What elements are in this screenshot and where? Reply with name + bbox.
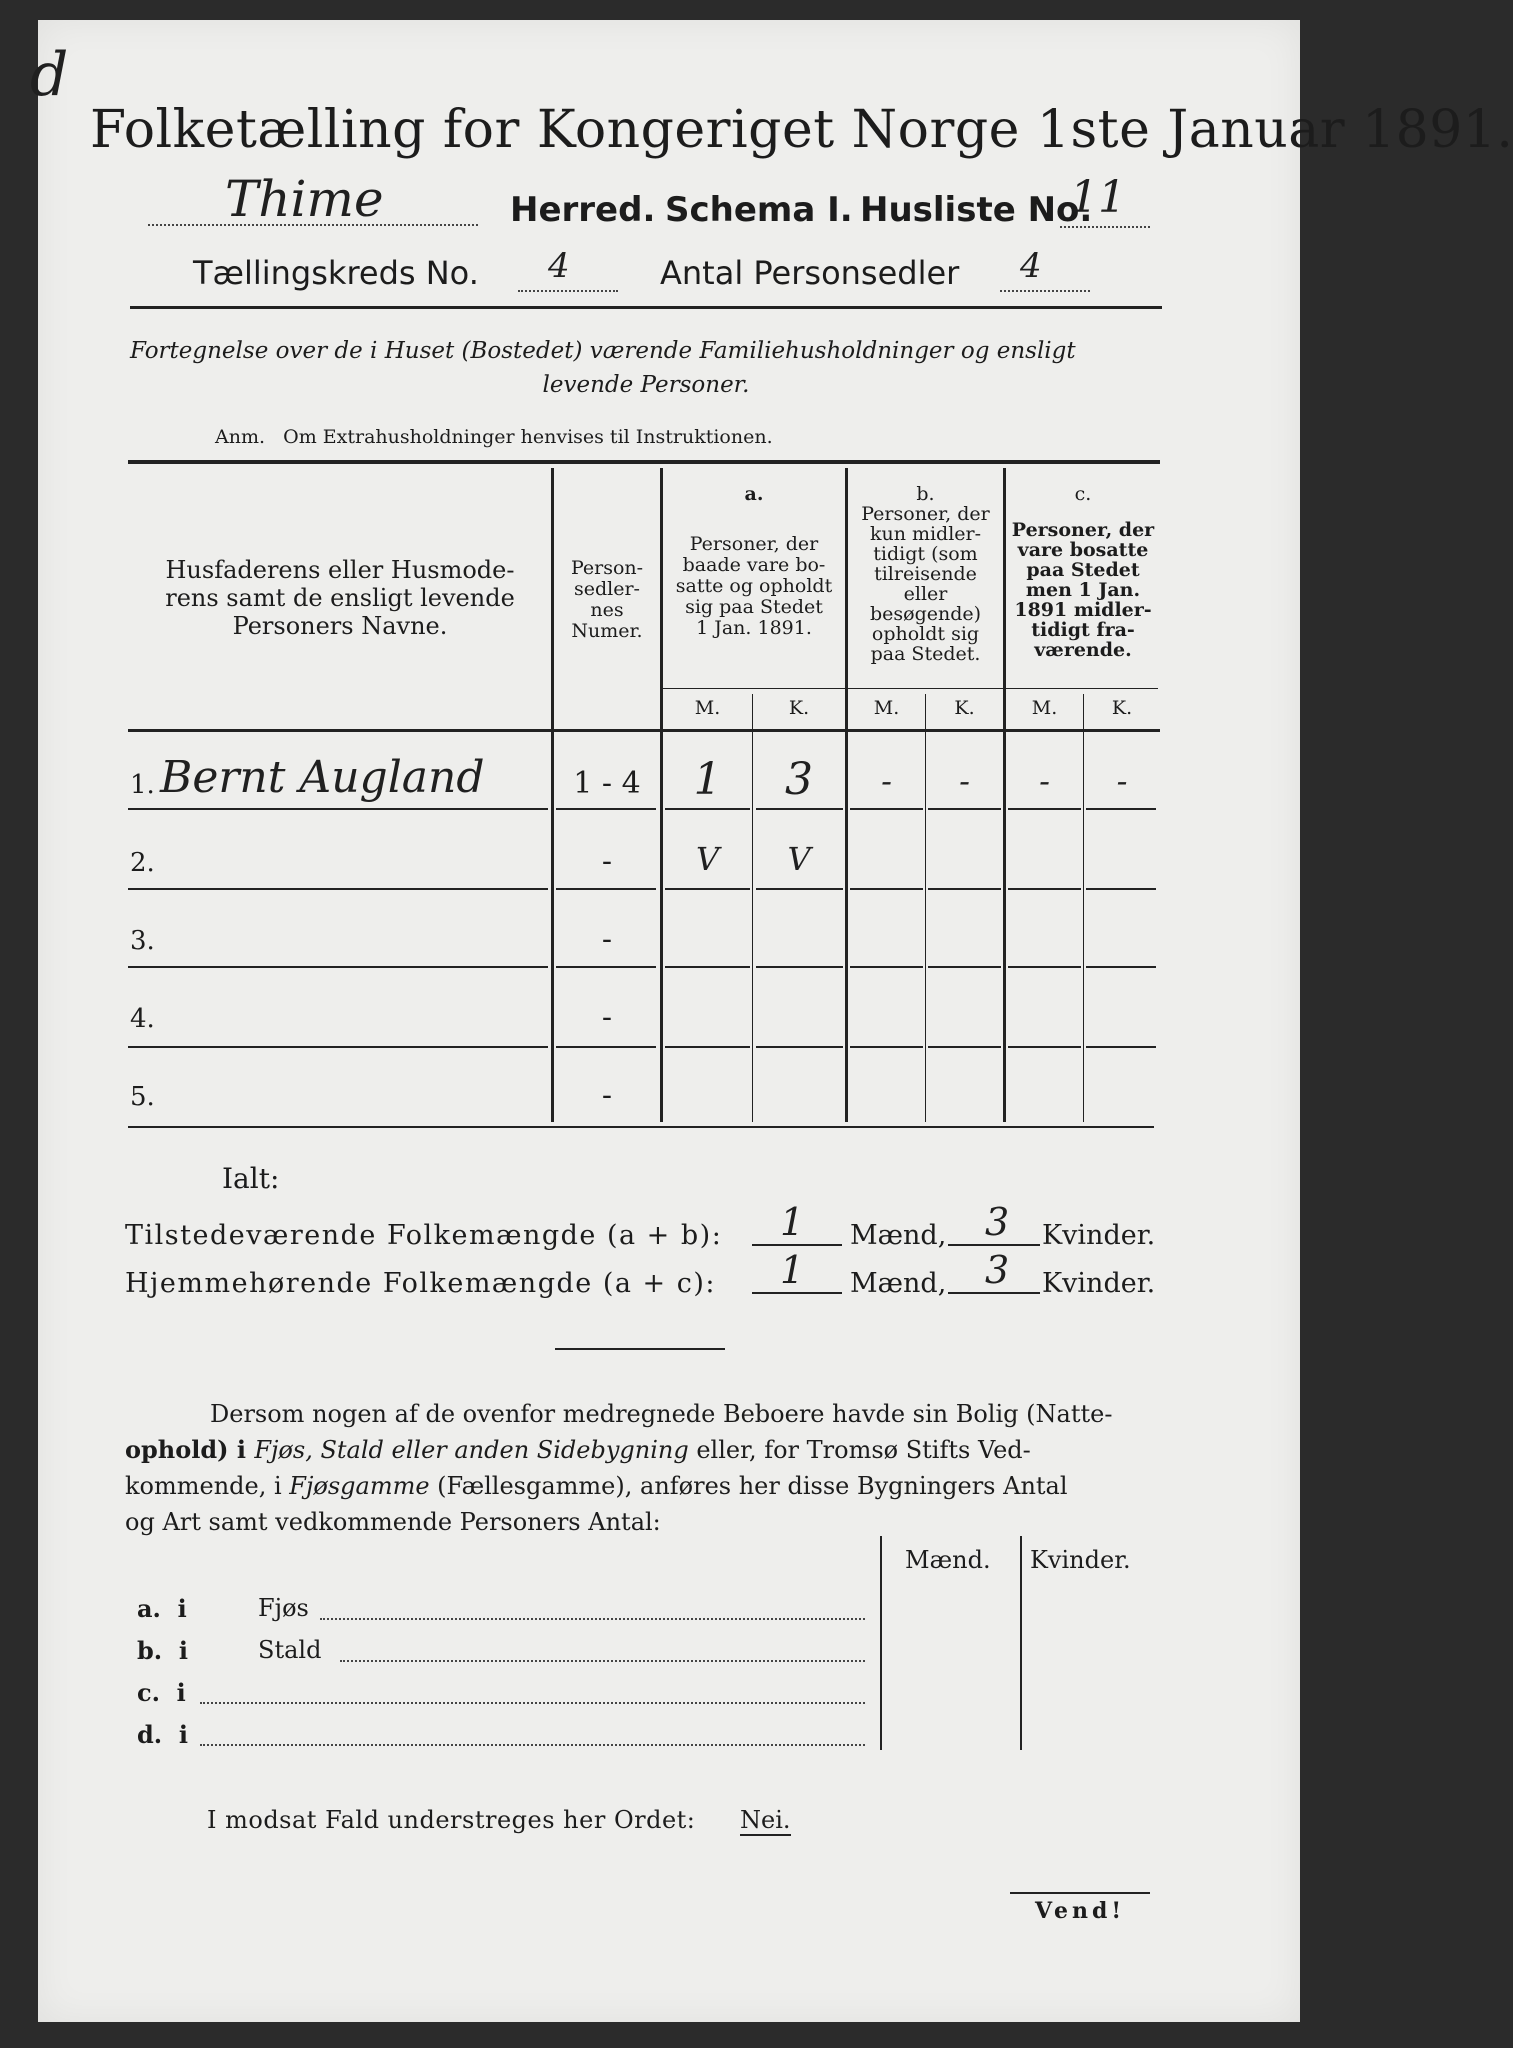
tilst-maend-line: [752, 1244, 842, 1246]
row-number: 4.: [130, 1004, 155, 1034]
buildings-divider-2: [1020, 1536, 1022, 1750]
row-person-number: -: [601, 922, 613, 957]
buildings-divider-1: [880, 1536, 882, 1750]
col-c-line3: paa Stedet: [1026, 559, 1140, 581]
husliste-dotted-line: [1060, 216, 1150, 228]
col-c-line2: vare bosatte: [1017, 539, 1149, 561]
row-separator: [1086, 808, 1156, 810]
row-person-number: -: [601, 1000, 613, 1035]
nei-word: Nei.: [740, 1806, 791, 1834]
intro-line-1: Fortegnelse over de i Huset (Bostedet) værende Familiehusholdninger og ensligt: [130, 338, 1076, 364]
b-m-header: M.: [873, 697, 900, 719]
row-separator: [756, 808, 843, 810]
col-b-line8: paa Stedet.: [870, 643, 981, 665]
buildings-kvinder-header: Kvinder.: [1030, 1546, 1131, 1574]
table-bottom-rule: [128, 1126, 1154, 1128]
row-separator: [1008, 1046, 1081, 1048]
header-rule: [130, 306, 1162, 309]
herred-value: Thime: [225, 170, 384, 228]
col-name-header-line2-text: rens samt de ensligt levende: [165, 584, 515, 612]
row-number: 3.: [130, 926, 155, 956]
col-name-header: [130, 556, 550, 640]
row-b-dots: [340, 1658, 865, 1662]
para-line-4: og Art samt vedkommende Personers Antal:: [125, 1508, 661, 1536]
row-a-name: Fjøs: [258, 1594, 309, 1622]
intro-line-2: levende Personer.: [542, 372, 750, 398]
tilst-kvinder-line: [948, 1244, 1040, 1246]
col-a-line5: 1 Jan. 1891.: [696, 617, 812, 639]
col-c-line5: 1891 midler-: [1014, 599, 1152, 621]
para-line-2b: Fjøs, Stald eller anden Sidebygning: [254, 1436, 689, 1464]
row-b-name: Stald: [258, 1636, 322, 1664]
hjem-label: Hjemmehørende Folkemængde (a + c):: [125, 1268, 716, 1299]
row-separator: [1008, 888, 1081, 890]
col-b-line1: Personer, der: [861, 503, 990, 525]
col-divider-b-mk: [925, 694, 926, 1122]
tilst-kvinder-label: Kvinder.: [1042, 1220, 1156, 1251]
row-number: 2.: [130, 848, 155, 878]
ialt-label: Ialt:: [222, 1162, 280, 1195]
a-k-header: K.: [788, 697, 810, 719]
col-b-letter: b.: [916, 483, 935, 505]
cell-cm: -: [1039, 762, 1050, 800]
vend-rule: [1010, 1892, 1150, 1894]
col-b-line2: kun midler-: [869, 523, 982, 545]
tilst-maend-value: 1: [780, 1200, 805, 1244]
c-m-header: M.: [1031, 697, 1058, 719]
para-line-1: Dersom nogen af de ovenfor medregnede Beboere havde sin Bolig (Natte-: [210, 1400, 1113, 1428]
para-line-3b: Fjøsgamme: [289, 1472, 430, 1500]
row-a-dots: [320, 1616, 865, 1620]
row-separator: [665, 1046, 750, 1048]
b-k-header: K.: [954, 697, 975, 719]
row-separator: [1008, 966, 1081, 968]
para-line-3: [125, 1468, 1155, 1504]
col-divider-c-mk: [1083, 694, 1084, 1122]
hjem-kvinder-line: [948, 1292, 1040, 1294]
col-b-line3: tidigt (som: [873, 543, 978, 565]
building-paragraph: [125, 1396, 1155, 1540]
row-separator: [1008, 808, 1081, 810]
col-a-line3: satte og opholdt: [675, 575, 833, 597]
hjem-kvinder-label: Kvinder.: [1042, 1268, 1156, 1299]
row-separator: [1086, 1046, 1156, 1048]
col-c-letter: c.: [1074, 483, 1092, 505]
row-b-label: b. i: [137, 1636, 188, 1665]
census-form-page: [38, 20, 1513, 2022]
row-number: 1.: [130, 770, 155, 800]
col-c-line6: tidigt fra-: [1031, 619, 1135, 641]
nei-instruction: I modsat Fald understreges her Ordet:: [207, 1806, 696, 1834]
hjem-maend-value: 1: [780, 1248, 805, 1292]
col-num-header: [554, 558, 660, 642]
row-separator: [1086, 966, 1156, 968]
hjem-kvinder-value: 3: [985, 1248, 1010, 1292]
tilst-kvinder-value: 3: [985, 1200, 1010, 1244]
row-separator: [665, 888, 750, 890]
row-separator: [128, 808, 548, 810]
row-separator: [128, 888, 548, 890]
schema-label: Schema I.: [665, 190, 853, 230]
col-c-line4: men 1 Jan.: [1025, 579, 1141, 601]
cell-ak: 3: [785, 754, 813, 805]
para-line-3a: kommende, i: [125, 1472, 290, 1500]
hjem-maend-line: [752, 1292, 842, 1294]
col-num-header-line3: nes: [590, 599, 624, 621]
cell-am: V: [695, 840, 720, 878]
antal-value: 4: [1020, 246, 1042, 286]
row-separator: [128, 966, 548, 968]
row-d-label: d. i: [137, 1720, 188, 1749]
row-separator: [556, 808, 656, 810]
row-number: 5.: [130, 1082, 155, 1112]
col-name-header-line2: [130, 584, 550, 612]
col-name-header-line1: Husfaderens eller Husmode-: [165, 556, 515, 584]
row-d-dots: [200, 1742, 865, 1746]
row-person-number: 1 - 4: [573, 766, 641, 801]
row-separator: [850, 1046, 923, 1048]
buildings-maend-header: Mænd.: [905, 1546, 991, 1574]
kreds-label: Tællingskreds No.: [193, 254, 479, 292]
cell-am: 1: [693, 754, 722, 805]
kreds-value: 4: [548, 246, 570, 286]
row-separator: [665, 966, 750, 968]
row-separator: [556, 1046, 656, 1048]
row-separator: [756, 966, 843, 968]
row-separator: [556, 966, 656, 968]
row-separator: [556, 888, 656, 890]
row-c-dots: [200, 1700, 865, 1704]
row-separator: [1086, 888, 1156, 890]
row-name: Bernt Augland: [160, 752, 485, 803]
col-b-line7: opholdt sig: [871, 623, 980, 645]
col-num-header-line1: Person-: [570, 557, 644, 579]
col-name-header-line3: Personers Navne.: [232, 612, 448, 640]
row-c-label: c. i: [137, 1678, 186, 1707]
cell-ck: -: [1116, 762, 1128, 800]
corner-mark: d: [30, 40, 69, 110]
cell-ak: V: [787, 840, 811, 878]
para-line-2: [125, 1432, 1155, 1468]
col-c-header: [1006, 520, 1160, 660]
hjem-maend-label: Mænd,: [850, 1268, 947, 1299]
row-separator: [128, 1046, 548, 1048]
table-top-rule: [128, 460, 1160, 464]
para-line-3c: (Fællesgamme), anføres her disse Bygningers Antal: [429, 1472, 1068, 1500]
row-separator: [850, 966, 923, 968]
col-c-line1: Personer, der: [1011, 519, 1155, 541]
mk-subheader-rule: [662, 688, 1158, 689]
col-a-line4: sig paa Stedet: [685, 596, 823, 618]
row-separator: [850, 888, 923, 890]
antal-dotted-line: [1000, 280, 1090, 292]
col-b-header: [848, 504, 1003, 664]
antal-label: Antal Personsedler: [660, 254, 960, 292]
col-num-header-line4: Numer.: [571, 620, 643, 642]
husliste-value: 11: [1070, 172, 1126, 223]
col-num-header-line2: sedler-: [574, 578, 640, 600]
anm-note: Anm. Om Extrahusholdninger henvises til Instruktionen.: [215, 426, 773, 448]
section-divider: [555, 1348, 725, 1350]
row-separator: [928, 966, 1001, 968]
col-b-line6: besøgende): [869, 603, 982, 625]
row-separator: [928, 808, 1001, 810]
vend-label: Vend!: [1034, 1898, 1126, 1924]
herred-label: Herred.: [510, 190, 656, 230]
col-c-line7: værende.: [1034, 639, 1132, 661]
col-a-line1: Personer, der: [689, 533, 819, 555]
a-m-header: M.: [694, 697, 721, 719]
row-a-label: a. i: [137, 1594, 187, 1623]
row-separator: [665, 808, 750, 810]
col-a-line2: baade vare bo-: [682, 554, 826, 576]
row-separator: [756, 888, 843, 890]
row-separator: [928, 1046, 1001, 1048]
c-k-header: K.: [1111, 697, 1133, 719]
col-b-line5: eller: [903, 583, 948, 605]
cell-bm: -: [881, 762, 892, 800]
husliste-label: Husliste No.: [860, 190, 1093, 230]
para-line-2a: ophold) i: [125, 1435, 255, 1464]
tilst-maend-label: Mænd,: [850, 1220, 947, 1251]
cell-bk: -: [959, 762, 970, 800]
col-b-line4: tilreisende: [874, 563, 977, 585]
row-person-number: -: [601, 1078, 613, 1113]
row-separator: [756, 1046, 843, 1048]
col-a-header: [663, 534, 845, 639]
row-separator: [850, 808, 923, 810]
row-person-number: -: [601, 844, 613, 879]
para-line-2c: eller, for Tromsø Stifts Ved-: [688, 1436, 1031, 1464]
row-separator: [928, 888, 1001, 890]
tilst-label: Tilstedeværende Folkemængde (a + b):: [125, 1220, 723, 1251]
col-a-letter: a.: [744, 483, 764, 505]
page-title: Folketælling for Kongeriget Norge 1ste Januar 1891.: [90, 100, 1513, 160]
